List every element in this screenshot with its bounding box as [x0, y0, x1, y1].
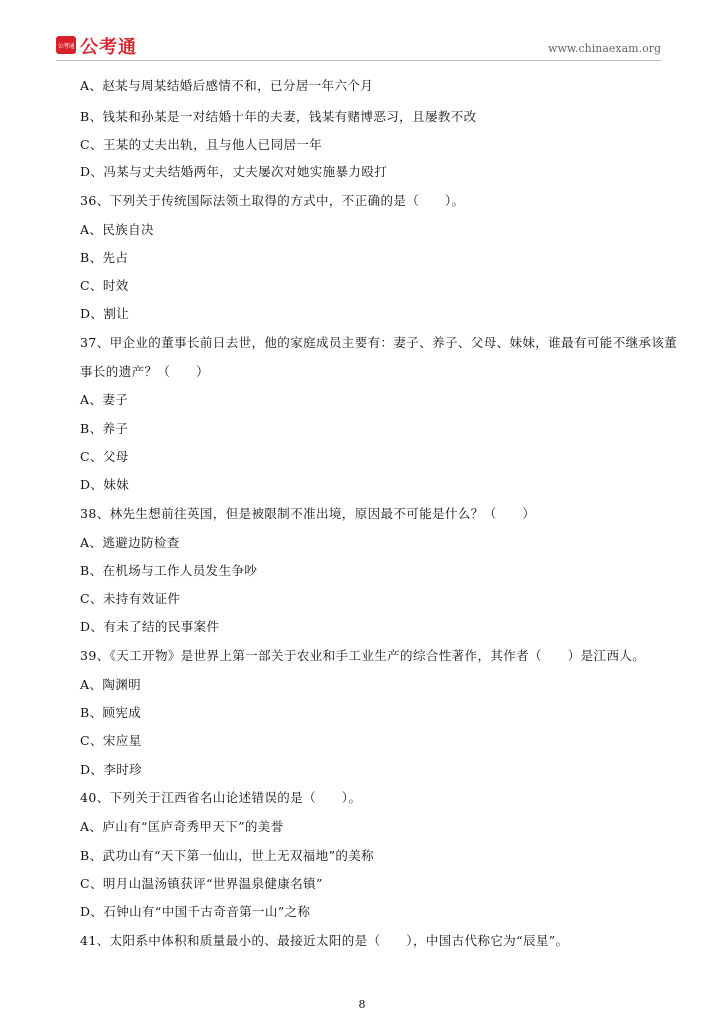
question-line: 38、林先生想前往英国，但是被限制不准出境，原因最不可能是什么？（ ） — [80, 506, 536, 521]
option-line: D、妹妹 — [80, 477, 130, 492]
option-line: D、有未了结的民事案件 — [80, 619, 220, 634]
option-line: D、石钟山有“中国千古奇音第一山”之称 — [80, 904, 311, 919]
option-line: A、陶渊明 — [80, 677, 142, 692]
option-line: B、先占 — [80, 250, 129, 265]
option-line: B、钱某和孙某是一对结婚十年的夫妻，钱某有赌博恶习，且屡教不改 — [80, 109, 477, 124]
page-header — [56, 36, 661, 60]
option-line: D、李时珍 — [80, 762, 143, 777]
option-line: A、妻子 — [80, 392, 129, 407]
option-line: C、父母 — [80, 449, 129, 464]
option-line: D、割让 — [80, 306, 130, 321]
option-line: C、明月山温汤镇获评“世界温泉健康名镇” — [80, 876, 323, 891]
option-line: C、未持有效证件 — [80, 591, 181, 606]
option-line: C、王某的丈夫出轨，且与他人已同居一年 — [80, 137, 323, 152]
logo-text: 公考通 — [80, 37, 137, 58]
site-url[interactable]: www.chinaexam.org — [548, 42, 661, 55]
option-line: B、在机场与工作人员发生争吵 — [80, 563, 258, 578]
option-line: A、民族自决 — [80, 222, 154, 237]
option-line: B、顾宪成 — [80, 705, 142, 720]
option-line: D、冯某与丈夫结婚两年，丈夫屡次对她实施暴力殴打 — [80, 164, 388, 179]
option-line: A、赵某与周某结婚后感情不和，已分居一年六个月 — [80, 78, 374, 93]
question-line: 41、太阳系中体积和质量最小的、最接近太阳的是（ ），中国古代称它为“辰星”。 — [80, 933, 569, 948]
option-line: A、庐山有“匡庐奇秀甲天下”的美誉 — [80, 819, 284, 834]
option-line: B、武功山有“天下第一仙山，世上无双福地”的美称 — [80, 848, 375, 863]
question-line: 36、下列关于传统国际法领土取得的方式中，不正确的是（ ）。 — [80, 193, 465, 208]
header-divider — [56, 60, 661, 61]
option-line: C、宋应星 — [80, 733, 142, 748]
logo-badge: 公考通 — [56, 36, 76, 54]
question-line: 40、下列关于江西省名山论述错误的是（ ）。 — [80, 790, 362, 805]
question-line: 39、《天工开物》是世界上第一部关于农业和手工业生产的综合性著作，其作者（ ）是江西人。 — [80, 648, 646, 663]
question-line: 37、甲企业的董事长前日去世，他的家庭成员主要有：妻子、养子、父母、妹妹，谁最有可能不继承该董 — [80, 335, 678, 350]
option-line: C、时效 — [80, 278, 129, 293]
page-number: 8 — [358, 998, 366, 1011]
question-line: 事长的遗产？（ ） — [80, 364, 210, 379]
option-line: A、逃避边防检查 — [80, 535, 180, 550]
option-line: B、养子 — [80, 421, 129, 436]
